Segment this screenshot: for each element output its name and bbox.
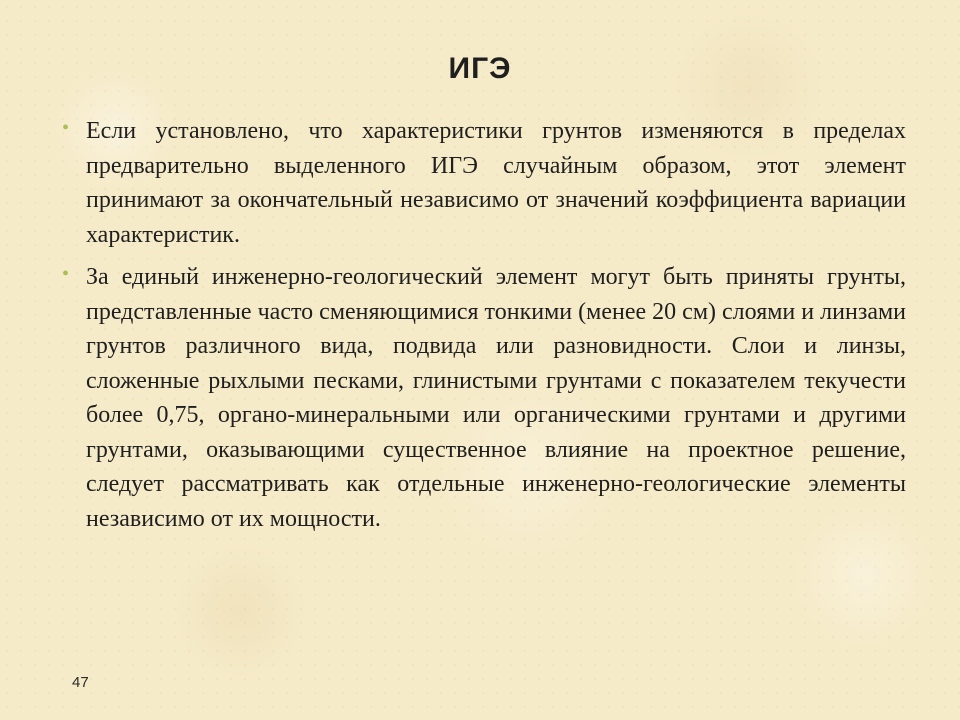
bullet-text: Если установлено, что характеристики грунтов изменяются в пределах предварительно выделенного ИГЭ случайным образом, этот элемент принимают за окончательный независимо от значений коэффициента вариации характеристик. — [86, 118, 906, 248]
slide-title: ИГЭ — [448, 52, 512, 85]
bullet-dot-icon: • — [62, 117, 70, 139]
bullet-list — [62, 114, 906, 544]
bullet-item — [62, 260, 906, 536]
bullet-dot-icon: • — [62, 263, 70, 285]
slide-number: 47 — [72, 674, 89, 691]
bullet-text: За единый инженерно-геологический элемент могут быть приняты грунты, представленные часто сменяющимися тонкими (менее 20 см) слоями и линзами грунтов различного вида, подвида или разновидности. Слои и линзы, сложенные рыхлыми песками, глинистыми грунтами с показателем текучести более 0,75, органо-минеральными или органическими грунтами и другими грунтами, оказывающими существенное влияние на проектное решение, следует рассматривать как отдельные инженерно-геологические элементы независимо от их мощности. — [86, 264, 906, 532]
bullet-item — [62, 114, 906, 252]
